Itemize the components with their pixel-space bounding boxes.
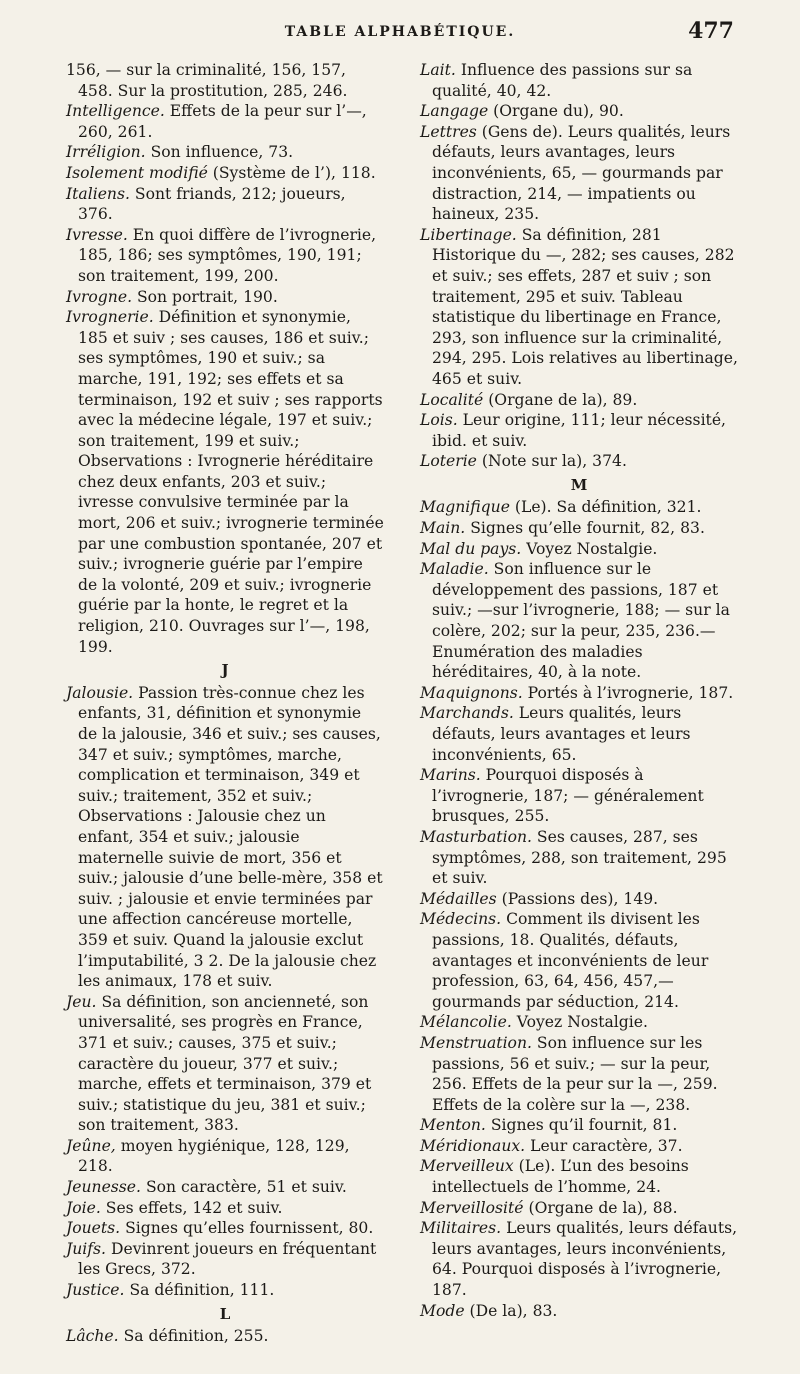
index-entry <box>420 1301 738 1322</box>
entry-headword: Médailles <box>420 889 497 908</box>
entry-headword: Irréligion. <box>66 143 146 162</box>
entry-text: Leurs qualités, leurs défauts, leurs avantages et leurs inconvénients, 65. <box>432 704 691 764</box>
index-entry <box>66 1326 384 1347</box>
entry-text: Définition et synonymie, 185 et suiv ; ses causes, 186 et suiv.; ses symptômes, 190 et suiv.; sa marche, 191, 192; ses effets et sa terminaison, 192 et suiv ; ses rapports avec la médecine légale, 197 et suiv.; son traitement, 199 et suiv.; Observations : Ivrognerie héréditaire chez deux enfants, 203 et suiv.; ivresse convulsive terminée par la mort, 206 et suiv.; ivrognerie terminée par une combustion spontanée, 207 et suiv.; ivrognerie guérie par l’empire de la volonté, 209 et suiv.; ivrognerie guérie par la honte, le regret et la religion, 210. Ouvrages sur l’—, 198, 199. <box>78 308 384 656</box>
index-entry <box>66 683 384 992</box>
index-entry <box>420 909 738 1012</box>
index-entry <box>66 1177 384 1198</box>
entry-text: Son influence sur le développement des passions, 187 et suiv.; —sur l’ivrognerie, 188; — sur la colère, 202; sur la peur, 235, 236.— Enumération des maladies héréditaires, 40, à la note. <box>432 560 730 682</box>
section-letter: L <box>219 1304 231 1323</box>
page-number: 477 <box>688 18 734 44</box>
entry-text: Signes qu’elles fournissent, 80. <box>120 1219 374 1238</box>
entry-headword: Jeu. <box>66 992 97 1011</box>
index-entry <box>420 1012 738 1033</box>
entry-headword: Ivrognerie. <box>66 308 154 327</box>
entry-text: Pourquoi disposés à l’ivrognerie, 187; — généralement brusques, 255. <box>432 766 704 826</box>
entry-text: (Passions des), 149. <box>496 889 659 908</box>
entry-text: Devinrent joueurs en fréquentant les Grecs, 372. <box>78 1239 377 1279</box>
index-entry <box>66 1280 384 1301</box>
entry-headword: Ivresse. <box>66 225 128 244</box>
running-title: TABLE ALPHABÉTIQUE. <box>284 24 516 40</box>
index-entry <box>66 60 384 101</box>
entry-text: Son influence, 73. <box>145 143 294 162</box>
entry-headword: Mal du pays. <box>420 539 522 558</box>
index-entry <box>420 1033 738 1115</box>
index-entry <box>66 1239 384 1280</box>
entry-text: Portés à l’ivrognerie, 187. <box>522 683 734 702</box>
entry-headword: Justice. <box>66 1281 125 1300</box>
index-entry <box>420 497 738 518</box>
entry-text: Ses causes, 287, ses symptômes, 288, son traitement, 295 et suiv. <box>432 827 727 888</box>
entry-headword: Menstruation. <box>420 1033 532 1052</box>
entry-text: Sa définition, 281 Historique du —, 282; ses causes, 282 et suiv.; ses effets, 287 et suiv ; son traitement, 295 et suiv. Tableau statistique du libertinage en France, 293, son influence sur la criminalité, 294, 295. Lois relatives au libertinage, 465 et suiv. <box>432 225 738 388</box>
entry-headword: Magnifique <box>420 498 510 517</box>
entry-headword: Jalousie. <box>66 683 134 702</box>
entry-text: Leur origine, 111; leur nécessité, ibid. et suiv. <box>432 411 727 450</box>
entry-headword: Marins. <box>420 766 481 785</box>
index-entry <box>66 163 384 184</box>
index-entry <box>420 518 738 539</box>
index-entry <box>420 1136 738 1157</box>
index-entry <box>420 559 738 683</box>
index-entry <box>66 287 384 308</box>
entry-headword: Lait. <box>420 61 456 79</box>
entry-text: Voyez Nostalgie. <box>521 539 658 558</box>
entry-headword: Lois. <box>420 411 458 430</box>
entry-text: (Système de l’), 118. <box>207 163 376 182</box>
index-entry <box>420 889 738 910</box>
index-entry <box>420 1198 738 1219</box>
entry-headword: Jeunesse. <box>66 1178 141 1197</box>
index-entry <box>66 184 384 225</box>
entry-text: (Le). Sa définition, 321. <box>509 498 702 517</box>
right-column <box>420 60 738 1321</box>
entry-headword: Maladie. <box>420 560 489 579</box>
index-entry <box>420 60 738 101</box>
entry-headword: Mode <box>420 1301 465 1320</box>
entry-text: (Gens de). Leurs qualités, leurs défauts, leurs avantages, leurs inconvénients, 65, — gourmands par distraction, 214, — impatients ou haineux, 235. <box>432 122 731 224</box>
index-entry <box>420 1115 738 1136</box>
entry-text: Sa définition, son ancienneté, son universalité, ses progrès en France, 371 et suiv.; causes, 375 et suiv.; caractère du joueur, 377 et suiv.; marche, effets et terminaison, 379 et suiv.; statistique du jeu, 381 et suiv.; son traitement, 383. <box>78 992 372 1135</box>
entry-text: Son portrait, 190. <box>132 287 278 306</box>
entry-headword: Jouets. <box>66 1219 121 1238</box>
entry-text: Voyez Nostalgie. <box>511 1013 648 1032</box>
page-header <box>0 18 800 54</box>
entry-headword: Mélancolie. <box>420 1013 512 1032</box>
index-entry <box>420 410 738 451</box>
entry-text: Signes qu’elle fournit, 82, 83. <box>465 519 705 538</box>
section-letter: J <box>221 661 229 680</box>
entry-headword: Intelligence. <box>66 102 165 121</box>
entry-text: (Organe de la), 89. <box>483 390 638 409</box>
entry-text: Comment ils divisent les passions, 18. Qualités, défauts, avantages et inconvénients de leur profession, 63, 64, 456, 457,— gourmands par séduction, 214. <box>432 910 709 1011</box>
index-entry <box>420 101 738 122</box>
entry-headword: Merveillosité <box>420 1198 524 1217</box>
entry-headword: Isolement modifié <box>66 163 208 182</box>
entry-headword: Marchands. <box>420 704 514 723</box>
entry-text: (Organe de la), 88. <box>523 1198 678 1217</box>
entry-headword: Merveilleux <box>420 1157 514 1176</box>
entry-headword: Libertinage. <box>420 225 517 244</box>
entry-text: Sa définition, 255. <box>118 1327 269 1346</box>
entry-text: moyen hygiénique, 128, 129, 218. <box>78 1136 350 1176</box>
entry-text: Son caractère, 51 et suiv. <box>140 1178 347 1197</box>
index-entry <box>420 539 738 560</box>
index-entry <box>66 1198 384 1219</box>
index-entry <box>420 703 738 765</box>
index-entry <box>66 992 384 1136</box>
entry-headword: Masturbation. <box>420 827 532 846</box>
entry-text: Son influence sur les passions, 56 et suiv.; — sur la peur, 256. Effets de la peur sur la —, 259. Effets de la colère sur la —, 238. <box>432 1033 718 1114</box>
entry-text: Sa définition, 111. <box>124 1281 275 1300</box>
index-entry <box>420 683 738 704</box>
entry-headword: Jeûne, <box>66 1136 116 1155</box>
index-entry <box>420 451 738 472</box>
entry-text: Leurs qualités, leurs défauts, leurs avantages, leurs inconvénients, 64. Pourquoi disposés à l’ivrognerie, 187. <box>432 1219 738 1300</box>
index-entry <box>420 827 738 889</box>
index-entry <box>420 765 738 827</box>
entry-headword: Menton. <box>420 1116 486 1135</box>
entry-headword: Localité <box>420 390 484 409</box>
index-entry <box>420 122 738 225</box>
index-entry <box>66 225 384 287</box>
index-entry <box>66 1218 384 1239</box>
index-entry <box>66 142 384 163</box>
entry-headword: Lettres <box>420 122 477 141</box>
entry-text: Signes qu’il fournit, 81. <box>485 1116 678 1135</box>
entry-headword: Médecins. <box>420 910 502 929</box>
entry-text: Passion très-connue chez les enfants, 31, définition et synonymie de la jalousie, 346 et suiv.; ses causes, 347 et suiv.; symptômes, marche, complication et terminaison, 349 et suiv.; traitement, 352 et suiv.; Observations : Jalousie chez un enfant, 354 et suiv.; jalousie maternelle suivie de mort, 356 et suiv.; jalousie d’une belle-mère, 358 et suiv. ; jalousie et envie terminées par une affection cancéreuse mortelle, 359 et suiv. Quand la jalousie exclut l’imputabilité, 3 2. De la jalousie chez les animaux, 178 et suiv. <box>78 683 383 991</box>
entry-headword: Ivrogne. <box>66 287 133 306</box>
entry-text: Ses effets, 142 et suiv. <box>100 1198 283 1217</box>
entry-headword: Lâche. <box>66 1327 119 1346</box>
entry-headword: Méridionaux. <box>420 1136 526 1155</box>
entry-text: Effets de la peur sur l’—, 260, 261. <box>78 102 367 141</box>
entry-text: (Note sur la), 374. <box>476 452 627 471</box>
entry-headword: Maquignons. <box>420 683 523 702</box>
entry-headword: Italiens. <box>66 184 130 203</box>
entry-text: Sont friands, 212; joueurs, 376. <box>78 184 346 224</box>
entry-text: (De la), 83. <box>464 1301 558 1320</box>
entry-text: (Organe du), 90. <box>488 102 624 121</box>
index-entry <box>420 390 738 411</box>
entry-text: 156, — sur la criminalité, 156, 157, 458. Sur la prostitution, 285, 246. <box>66 61 348 100</box>
entry-headword: Joie. <box>66 1198 101 1217</box>
entry-text: (Le). L’un des besoins intellectuels de l’homme, 24. <box>432 1157 689 1197</box>
entry-headword: Langage <box>420 102 489 121</box>
index-entry <box>420 1156 738 1197</box>
entry-headword: Loterie <box>420 452 477 471</box>
index-entry <box>66 307 384 657</box>
left-column <box>66 60 384 1347</box>
index-entry <box>66 101 384 142</box>
entry-text: Leur caractère, 37. <box>525 1136 683 1155</box>
entry-text: En quoi diffère de l’ivrognerie, 185, 186; ses symptômes, 190, 191; son traitement, 199, 200. <box>78 225 377 285</box>
section-letter: M <box>570 475 588 494</box>
index-entry <box>420 1218 738 1300</box>
entry-headword: Juifs. <box>66 1239 107 1258</box>
entry-text: Influence des passions sur sa qualité, 40, 42. <box>432 61 693 100</box>
index-entry <box>66 1136 384 1177</box>
entry-headword: Main. <box>420 519 466 538</box>
index-entry <box>420 225 738 390</box>
entry-headword: Militaires. <box>420 1219 502 1238</box>
